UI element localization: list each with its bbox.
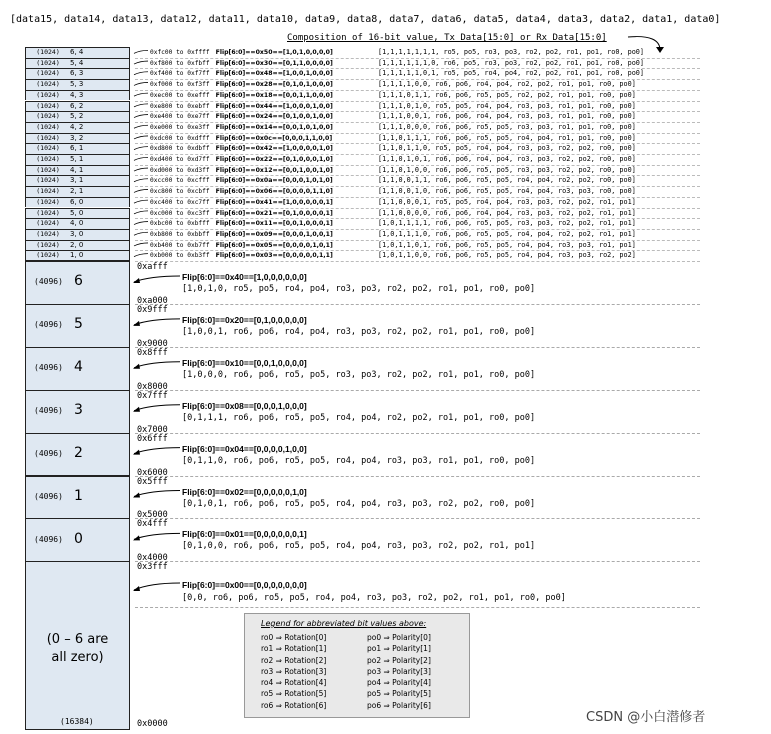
watermark: CSDN @小白潜修者: [586, 710, 706, 725]
region-index: 2, 1: [70, 187, 84, 196]
flip-value: Flip[6:0]==0x01==[0,0,0,0,0,0,1]: [182, 529, 307, 540]
region-size: (4096): [34, 534, 63, 544]
bit-order-header: [data15, data14, data13, data12, data11, data10, data9, data8, data7, data6, data5, data4, data3, data2, data1, data0]: [10, 14, 721, 25]
bit-composition: [1,1,1,1,1,0,1, ro5, po5, ro4, po4, ro2, po2, ro1, po1, ro0, po0]: [378, 69, 644, 78]
row-arrow: [134, 200, 148, 203]
legend-item: po1 ⇒ Polarity[1]: [367, 644, 431, 654]
row-divider: [135, 607, 700, 608]
row-arrowhead: [133, 364, 140, 369]
region-index: 3: [74, 402, 83, 419]
row-arrowhead: [133, 535, 140, 540]
row-divider: [135, 433, 700, 434]
small-region-row: [25, 250, 130, 261]
small-region-row: [25, 154, 130, 165]
flip-value: Flip[6:0]==0x02==[0,0,0,0,0,1,0]: [182, 486, 307, 497]
address-top: 0x9fff: [137, 304, 168, 315]
region-range-flip: [150, 69, 333, 78]
composition-label: Composition of 16-bit value, Tx Data[15:0] or Rx Data[15:0]: [287, 33, 607, 43]
address-bottom: 0x8000: [137, 381, 168, 392]
flip-value: Flip[6:0]==0x09==[0,0,0,1,0,0,1]: [215, 230, 333, 238]
bit-composition: [1,1,0,1,1,1, ro6, po6, ro5, po5, ro4, po4, ro1, po1, ro0, po0]: [378, 133, 636, 142]
bit-composition: [0,1,0,1, ro6, po6, ro5, po5, ro4, po4, ro3, po3, ro2, po2, ro0, po0]: [182, 498, 536, 509]
region-size: (4096): [34, 277, 63, 287]
small-region-row: [25, 111, 130, 122]
bit-composition: [1,0,0,0, ro6, po6, ro5, po5, ro3, po3, ro2, po2, ro1, po1, ro0, po0]: [182, 369, 536, 380]
region-index: 1: [74, 487, 83, 504]
region-size: (1024): [36, 122, 60, 131]
address-range: 0xc000 to 0xc3ff: [150, 209, 210, 217]
flip-value: Flip[6:0]==0x14==[0,0,1,0,1,0,0]: [215, 123, 333, 131]
small-region-row: [25, 240, 130, 251]
region-index: 3, 1: [70, 176, 84, 185]
flip-value: Flip[6:0]==0x03==[0,0,0,0,0,1,1]: [215, 252, 333, 260]
region-index: 5, 4: [70, 58, 84, 67]
address-top: 0x8fff: [137, 347, 168, 358]
bit-composition: [1,1,0,0,1,1, ro6, po6, ro5, po5, ro4, po4, ro2, po2, ro0, po0]: [378, 176, 636, 185]
row-arrow: [134, 50, 148, 53]
region-index: 4, 2: [70, 122, 84, 131]
flip-value: Flip[6:0]==0x30==[0,1,1,0,0,0,0]: [215, 59, 333, 67]
zero-block-addr-bottom: 0x0000: [137, 719, 168, 729]
region-size: (1024): [36, 251, 60, 260]
region-index: 6, 2: [70, 101, 84, 110]
zero-block-size: (16384): [60, 717, 94, 726]
row-arrow: [134, 491, 180, 497]
bit-composition: [1,0,1,1,0,1, ro6, po6, ro5, po5, ro4, po4, ro3, po3, ro1, po1]: [378, 240, 636, 249]
region-size: (1024): [36, 155, 60, 163]
row-arrow: [134, 115, 148, 118]
address-bottom: 0xa000: [137, 295, 168, 306]
flip-value: Flip[6:0]==0x10==[0,0,1,0,0,0,0]: [182, 357, 307, 368]
small-region-row: [25, 79, 130, 90]
bit-composition: [1,1,1,0,0,1, ro6, po6, ro4, po4, ro3, po3, ro1, po1, ro0, po0]: [378, 112, 636, 121]
address-range: 0xcc00 to 0xcfff: [150, 177, 210, 185]
row-arrowhead: [133, 450, 140, 455]
large-region-block: [25, 304, 130, 348]
row-arrow: [134, 104, 148, 107]
bit-composition: [1,0,1,1,1,0, ro6, po6, ro5, po5, ro4, po4, ro2, po2, ro1, po1]: [378, 229, 636, 238]
legend-item: ro0 ⇒ Rotation[0]: [261, 633, 327, 642]
region-range-flip: [150, 91, 333, 100]
address-range: 0xd800 to 0xdbff: [150, 145, 210, 153]
address-bottom: 0x7000: [137, 424, 168, 435]
address-range: 0xd400 to 0xd7ff: [150, 156, 210, 163]
region-size: (4096): [34, 491, 63, 501]
region-size: (4096): [34, 320, 63, 330]
region-size: (1024): [36, 208, 60, 217]
bit-composition: [1,1,1,0,1,0, ro5, po5, ro4, po4, ro3, po3, ro1, po1, ro0, po0]: [378, 101, 636, 110]
region-range-flip: [150, 59, 333, 68]
flip-value: Flip[6:0]==0x22==[0,1,0,0,0,1,0]: [215, 156, 333, 163]
bit-composition: [1,1,0,1,1,0, ro5, po5, ro4, po4, ro3, po3, ro2, po2, ro0, po0]: [378, 144, 636, 153]
region-size: (1024): [36, 219, 60, 228]
address-top: 0x4fff: [137, 519, 168, 530]
region-size: (1024): [36, 240, 60, 249]
flip-value: Flip[6:0]==0x05==[0,0,0,0,1,0,1]: [215, 241, 333, 249]
legend-item: ro4 ⇒ Rotation[4]: [261, 678, 327, 688]
region-range-flip: [150, 187, 333, 196]
region-size: (1024): [36, 48, 60, 56]
zero-block-addr-top: 0x3fff: [137, 562, 168, 572]
small-region-row: [25, 165, 130, 176]
row-arrow: [134, 533, 180, 539]
address-bottom: 0x4000: [137, 553, 168, 564]
row-arrow: [134, 362, 180, 368]
composition-arrowhead: [656, 47, 664, 53]
row-divider: [135, 518, 700, 519]
row-arrowhead: [133, 278, 140, 283]
bit-composition: [1,1,1,0,0,0, ro6, po6, ro5, po5, ro3, po3, ro1, po1, ro0, po0]: [378, 122, 636, 131]
row-arrow: [134, 405, 180, 411]
address-range: 0xfc00 to 0xffff: [150, 49, 210, 56]
address-bottom: 0x6000: [137, 467, 168, 478]
region-range-flip: [150, 123, 333, 132]
small-region-row: [25, 186, 130, 197]
row-arrowhead: [133, 407, 140, 412]
bit-composition: [1,0,1,0, ro5, po5, ro4, po4, ro3, po3, ro2, po2, ro1, po1, ro0, po0]: [182, 284, 536, 294]
address-range: 0xb800 to 0xbbff: [150, 230, 210, 238]
address-range: 0xd000 to 0xd3ff: [150, 166, 210, 174]
region-size: (1024): [36, 69, 60, 78]
row-divider: [135, 390, 700, 391]
flip-value: Flip[6:0]==0x40==[1,0,0,0,0,0,0]: [182, 272, 307, 282]
region-range-flip: [150, 230, 333, 239]
zero-block-arrow: [134, 583, 180, 590]
legend-polarity-column: [367, 632, 431, 711]
region-index: 5, 0: [70, 208, 84, 217]
small-region-row: [25, 90, 130, 101]
row-arrow: [134, 448, 180, 454]
region-range-flip: [150, 80, 333, 89]
row-arrow: [134, 232, 148, 235]
row-divider: [135, 476, 700, 477]
flip-value: Flip[6:0]==0x48==[1,0,0,1,0,0,0]: [215, 70, 333, 78]
small-region-row: [25, 143, 130, 154]
region-size: (1024): [36, 90, 60, 99]
zero-block-label-1: (0 – 6 are: [46, 632, 109, 647]
region-index: 5, 1: [70, 155, 84, 163]
region-size: (1024): [36, 176, 60, 185]
small-region-row: [25, 58, 130, 69]
flip-value: Flip[6:0]==0x11==[0,0,1,0,0,0,1]: [215, 220, 333, 228]
region-size: (1024): [36, 144, 60, 153]
region-index: 3, 0: [70, 229, 84, 238]
row-arrow: [134, 61, 148, 64]
region-index: 6, 1: [70, 144, 84, 153]
bit-composition: [1,1,0,1,0,1, ro6, po6, ro4, po4, ro3, po3, ro2, po2, ro0, po0]: [378, 155, 636, 163]
legend-item: po3 ⇒ Polarity[3]: [367, 666, 431, 676]
row-arrow: [134, 243, 148, 246]
address-top: 0x6fff: [137, 433, 168, 444]
address-top: 0x5fff: [137, 476, 168, 487]
flip-value: Flip[6:0]==0x44==[1,0,0,0,1,0,0]: [215, 102, 333, 110]
region-index: 4, 0: [70, 219, 84, 228]
region-range-flip: [150, 134, 332, 143]
row-arrowhead: [133, 321, 140, 326]
bit-composition: [0,1,0,0, ro6, po6, ro5, po5, ro4, po4, ro3, po3, ro2, po2, ro1, po1]: [182, 541, 536, 552]
region-size: (1024): [36, 58, 60, 67]
bit-composition: [1,0,0,1, ro6, po6, ro4, po4, ro3, po3, ro2, po2, ro1, po1, ro0, po0]: [182, 326, 536, 337]
flip-value: Flip[6:0]==0x0c==[0,0,0,1,1,0,0]: [215, 134, 333, 142]
flip-value: Flip[6:0]==0x21==[0,1,0,0,0,0,1]: [215, 209, 333, 217]
legend-box: [244, 613, 470, 718]
large-region-block: [25, 433, 130, 477]
region-range-flip: [150, 166, 333, 175]
flip-value: Flip[6:0]==0x42==[1,0,0,0,0,1,0]: [215, 145, 333, 153]
bit-composition: [1,1,1,1,0,0, ro6, po6, ro4, po4, ro2, po2, ro1, po1, ro0, po0]: [378, 80, 636, 89]
legend-item: ro6 ⇒ Rotation[6]: [261, 700, 327, 710]
small-region-row: [25, 47, 130, 58]
region-size: (4096): [34, 406, 63, 416]
bit-composition: [1,1,0,1,0,0, ro6, po6, ro5, po5, ro3, po3, ro2, po2, ro0, po0]: [378, 165, 636, 174]
region-index: 2: [74, 445, 83, 462]
flip-value: Flip[6:0]==0x50==[1,0,1,0,0,0,0]: [215, 49, 333, 56]
small-region-row: [25, 208, 130, 219]
flip-value: Flip[6:0]==0x24==[0,1,0,0,1,0,0]: [215, 113, 333, 121]
legend-item: po4 ⇒ Polarity[4]: [367, 678, 431, 688]
region-size: (1024): [36, 80, 60, 89]
legend-item: ro2 ⇒ Rotation[2]: [261, 655, 327, 665]
region-index: 1, 0: [70, 251, 84, 260]
zero-block-bits: [0,0, ro6, po6, ro5, po5, ro4, po4, ro3, po3, ro2, po2, ro1, po1, ro0, po0]: [182, 593, 566, 603]
address-range: 0xec00 to 0xefff: [150, 91, 210, 99]
small-region-row: [25, 122, 130, 133]
row-arrow: [134, 136, 148, 139]
flip-value: Flip[6:0]==0x18==[0,0,1,1,0,0,0]: [215, 91, 333, 99]
bit-composition: [1,1,0,0,1,0, ro6, po6, ro5, po5, ro4, po4, ro3, po3, ro0, po0]: [378, 187, 636, 196]
region-index: 4, 1: [70, 165, 84, 174]
address-range: 0xf400 to 0xf7ff: [150, 70, 210, 78]
region-index: 6: [74, 273, 83, 290]
row-arrow: [134, 125, 148, 128]
address-range: 0xc400 to 0xc7ff: [150, 198, 210, 206]
region-size: (1024): [36, 187, 60, 196]
bit-composition: [1,0,1,1,1,1, ro6, po6, ro5, po5, ro3, po3, ro2, po2, ro1, po1]: [378, 219, 636, 228]
flip-value: Flip[6:0]==0x04==[0,0,0,0,1,0,0]: [182, 443, 307, 454]
legend-item: po0 ⇒ Polarity[0]: [367, 633, 431, 642]
address-range: 0xe400 to 0xe7ff: [150, 113, 210, 121]
legend-item: po2 ⇒ Polarity[2]: [367, 655, 431, 665]
row-arrow: [134, 72, 148, 75]
row-divider: [135, 561, 700, 562]
bit-composition: [1,0,1,1,0,0, ro6, po6, ro5, po5, ro4, po4, ro3, po3, ro2, po2]: [378, 251, 636, 260]
small-region-row: [25, 133, 130, 144]
row-arrow: [134, 319, 180, 325]
row-divider: [135, 347, 700, 348]
row-arrow: [134, 254, 148, 257]
flip-value: Flip[6:0]==0x20==[0,1,0,0,0,0,0]: [182, 314, 307, 325]
address-bottom: 0x5000: [137, 510, 168, 521]
region-range-flip: [150, 219, 333, 228]
flip-value: Flip[6:0]==0x41==[1,0,0,0,0,0,1]: [215, 198, 333, 206]
legend-item: ro3 ⇒ Rotation[3]: [261, 666, 327, 676]
bit-composition: [1,1,1,1,1,1,1, ro5, po5, ro3, po3, ro2, po2, ro1, po1, ro0, po0]: [378, 48, 644, 56]
row-divider: [135, 304, 700, 305]
small-region-row: [25, 101, 130, 112]
region-size: (1024): [36, 229, 60, 238]
zero-block: [25, 561, 130, 730]
region-index: 3, 2: [70, 133, 84, 142]
large-region-block: [25, 518, 130, 562]
region-size: (4096): [34, 363, 63, 373]
row-arrow: [134, 157, 148, 160]
region-range-flip: [150, 48, 333, 57]
bit-composition: [1,1,1,1,1,1,0, ro6, po5, ro3, po3, ro2, po2, ro1, po1, ro0, po0]: [378, 58, 644, 67]
legend-item: po6 ⇒ Polarity[6]: [367, 700, 431, 710]
region-range-flip: [150, 251, 333, 260]
region-range-flip: [150, 209, 333, 218]
row-arrow: [134, 276, 180, 282]
region-range-flip: [150, 176, 333, 185]
region-range-flip: [150, 112, 333, 121]
large-region-block: [25, 476, 130, 520]
small-region-row: [25, 229, 130, 240]
region-size: (1024): [36, 165, 60, 174]
bit-composition: [0,1,1,1, ro6, po6, ro5, po5, ro4, po4, ro2, po2, ro1, po1, ro0, po0]: [182, 412, 536, 423]
address-range: 0xe000 to 0xe3ff: [150, 123, 210, 131]
address-range: 0xdc00 to 0xdfff: [150, 134, 210, 142]
row-arrow: [134, 211, 148, 214]
region-range-flip: [150, 102, 333, 111]
address-range: 0xe800 to 0xebff: [150, 102, 210, 110]
flip-value: Flip[6:0]==0x06==[0,0,0,0,1,1,0]: [215, 188, 333, 196]
large-region-block: [25, 390, 130, 434]
region-size: (1024): [36, 133, 60, 142]
address-bottom: 0x9000: [137, 338, 168, 349]
bit-composition: [1,1,0,0,0,1, ro5, po5, ro4, po4, ro3, po3, ro2, po2, ro1, po1]: [378, 197, 636, 206]
address-top: 0x7fff: [137, 390, 168, 401]
row-arrowhead: [133, 493, 140, 498]
address-range: 0xf000 to 0xf3ff: [150, 81, 210, 89]
region-index: 4: [74, 359, 83, 376]
small-region-row: [25, 68, 130, 79]
zero-block-label-2: all zero): [51, 650, 104, 665]
large-region-block: [25, 347, 130, 391]
region-range-flip: [150, 155, 333, 164]
region-range-flip: [150, 241, 333, 250]
region-index: 5, 3: [70, 80, 84, 89]
small-region-row: [25, 197, 130, 208]
flip-value: Flip[6:0]==0x08==[0,0,0,1,0,0,0]: [182, 400, 307, 411]
row-arrow: [134, 82, 148, 85]
row-arrow: [134, 93, 148, 96]
address-top: 0xafff: [137, 262, 168, 272]
address-range: 0xb400 to 0xb7ff: [150, 241, 210, 249]
small-region-row: [25, 175, 130, 186]
region-range-flip: [150, 198, 333, 207]
row-arrow: [134, 179, 148, 182]
bit-composition: [1,1,0,0,0,0, ro6, po6, ro4, po4, ro3, po3, ro2, po2, ro1, po1]: [378, 208, 636, 217]
region-index: 6, 0: [70, 197, 84, 206]
legend-item: ro5 ⇒ Rotation[5]: [261, 689, 327, 699]
region-range-flip: [150, 144, 333, 153]
row-divider: [135, 261, 700, 262]
bit-composition: [0,1,1,0, ro6, po6, ro5, po5, ro4, po4, ro3, po3, ro1, po1, ro0, po0]: [182, 455, 536, 466]
bit-composition: [1,1,1,0,1,1, ro6, po6, ro5, po5, ro2, po2, ro1, po1, ro0, po0]: [378, 90, 636, 99]
small-region-row: [25, 218, 130, 229]
region-size: (1024): [36, 197, 60, 206]
flip-value: Flip[6:0]==0x0a==[0,0,0,1,0,1,0]: [215, 177, 333, 185]
row-arrow: [134, 147, 148, 150]
flip-value: Flip[6:0]==0x28==[0,1,0,1,0,0,0]: [215, 81, 333, 89]
region-index: 2, 0: [70, 240, 84, 249]
row-arrow: [134, 168, 148, 171]
region-index: 6, 4: [70, 48, 84, 56]
address-range: 0xf800 to 0xfbff: [150, 59, 210, 67]
region-index: 4, 3: [70, 90, 84, 99]
legend-title: Legend for abbreviated bit values above:: [261, 619, 427, 628]
region-index: 5, 2: [70, 112, 84, 121]
row-arrow: [134, 222, 148, 225]
region-size: (1024): [36, 101, 60, 110]
region-index: 5: [74, 316, 83, 333]
zero-block-flip: Flip[6:0]==0x00==[0,0,0,0,0,0,0]: [182, 580, 307, 590]
legend-item: po5 ⇒ Polarity[5]: [367, 689, 431, 699]
region-index: 0: [74, 530, 83, 547]
large-region-block: [25, 261, 130, 305]
zero-block-arrowhead: [133, 586, 140, 591]
row-arrow: [134, 189, 148, 192]
region-index: 6, 3: [70, 69, 84, 78]
region-size: (4096): [34, 449, 63, 459]
address-range: 0xc800 to 0xcbff: [150, 188, 210, 196]
address-range: 0xbc00 to 0xbfff: [150, 220, 210, 228]
legend-rotation-column: [261, 632, 326, 711]
flip-value: Flip[6:0]==0x12==[0,0,1,0,0,1,0]: [215, 166, 333, 174]
address-range: 0xb000 to 0xb3ff: [150, 252, 210, 260]
region-size: (1024): [36, 112, 60, 121]
legend-item: ro1 ⇒ Rotation[1]: [261, 644, 327, 654]
